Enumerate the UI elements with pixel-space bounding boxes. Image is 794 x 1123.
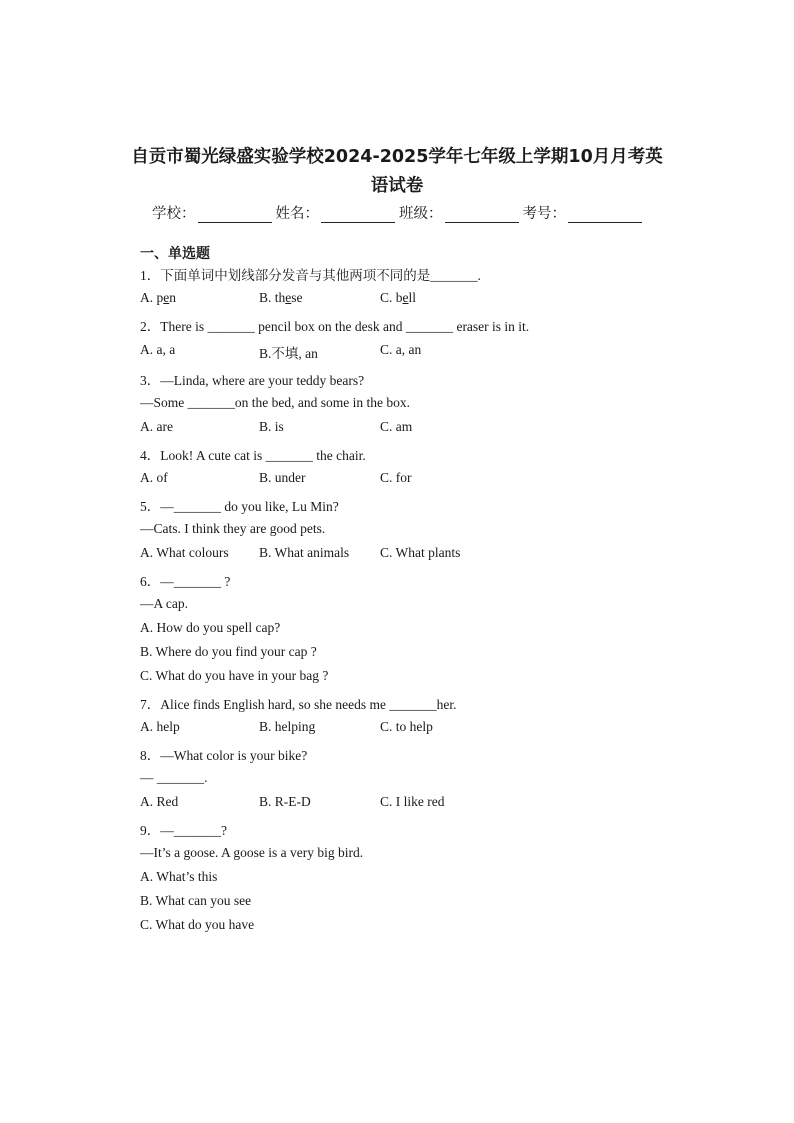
option-b: B. is — [259, 419, 284, 434]
option-a: A. of — [140, 470, 168, 485]
school-field: 学校： — [152, 202, 272, 223]
option-a: A. are — [140, 419, 173, 434]
question-stem-line-2: —Cats. I think they are good pets. — [140, 521, 326, 536]
option-c: C. to help — [380, 719, 433, 734]
option-c: C. What do you have — [140, 917, 255, 932]
option-b: B. helping — [259, 719, 316, 734]
question-stem: 7．Alice finds English hard, so she needs me _______her. — [140, 697, 457, 712]
section-title: 一、单选题 — [140, 246, 210, 262]
option-b: B. under — [259, 470, 306, 485]
option-b: B. Where do you find your cap ? — [140, 644, 317, 659]
option-c: C. What plants — [380, 545, 461, 560]
option-a: A. Red — [140, 794, 179, 809]
option-c: C. What do you have in your bag ? — [140, 668, 329, 683]
name-blank[interactable] — [321, 207, 395, 223]
option-a: A. help — [140, 719, 180, 734]
option-c: C. bell — [380, 290, 417, 305]
option-c: C. for — [380, 470, 412, 485]
exam-number-field: 考号： — [523, 202, 643, 223]
question-stem-line-2: —A cap. — [140, 596, 188, 611]
question-stem: 3．—Linda, where are your teddy bears? — [140, 373, 365, 388]
option-a: A. a, a — [140, 342, 176, 357]
underlined-letter: e — [285, 290, 292, 305]
option-c: C. a, an — [380, 342, 422, 357]
class-field: 班级： — [399, 202, 519, 223]
exam-title — [120, 143, 674, 201]
option-a: A. How do you spell cap? — [140, 620, 281, 635]
option-c: C. am — [380, 419, 413, 434]
option-a: A. What’s this — [140, 869, 218, 884]
title-line-1: 自贡市蜀光绿盛实验学校2024-2025学年七年级上学期10月月考英 — [131, 147, 663, 167]
underlined-letter: e — [402, 290, 409, 305]
question-stem: 4．Look! A cute cat is _______ the chair. — [140, 448, 366, 463]
question-stem: 6．—_______ ? — [140, 574, 231, 589]
question-stem: 8．—What color is your bike? — [140, 748, 308, 763]
exam-number-blank[interactable] — [568, 207, 642, 223]
question-stem-line-2: —It’s a goose. A goose is a very big bird. — [140, 845, 364, 860]
option-b: B. What animals — [259, 545, 350, 560]
question-stem: 5．—_______ do you like, Lu Min? — [140, 499, 339, 514]
option-b: B. these — [259, 290, 303, 305]
option-a: A. pen — [140, 290, 176, 305]
question-stem-line-2: — _______. — [140, 770, 208, 785]
option-b: B. What can you see — [140, 893, 252, 908]
question-stem: 9．—_______? — [140, 823, 227, 838]
title-line-2: 语试卷 — [370, 176, 424, 196]
question-stem: 2．There is _______ pencil box on the desk and _______ eraser is in it. — [140, 319, 530, 334]
option-c: C. I like red — [380, 794, 445, 809]
student-info-row — [0, 202, 794, 223]
option-b: B.不填, an — [259, 346, 318, 361]
question-stem-line-2: —Some _______on the bed, and some in the box. — [140, 395, 410, 410]
name-field: 姓名： — [276, 202, 396, 223]
underlined-letter: e — [163, 290, 170, 305]
school-blank[interactable] — [198, 207, 272, 223]
option-a: A. What colours — [140, 545, 229, 560]
question-stem: 1．下面单词中划线部分发音与其他两项不同的是_______. — [140, 268, 481, 283]
option-b: B. R-E-D — [259, 794, 311, 809]
class-blank[interactable] — [445, 207, 519, 223]
